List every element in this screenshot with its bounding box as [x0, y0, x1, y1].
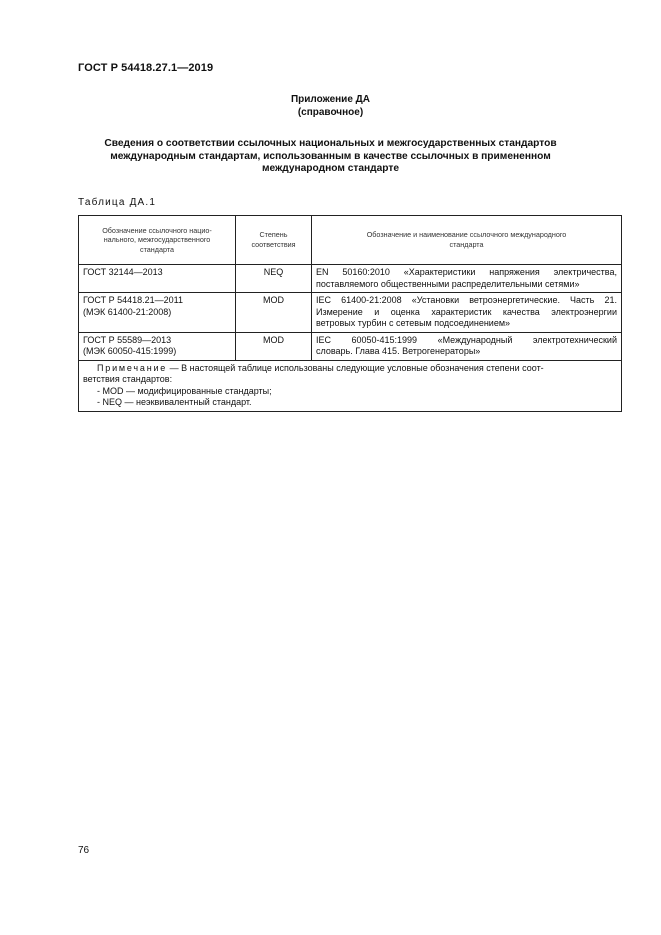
header-line: Обозначение ссылочного нацио-: [102, 225, 212, 235]
cell-line: ветровых турбин с сетевым подсоединением»: [316, 318, 511, 328]
cell-line: (МЭК 61400-21:2008): [83, 306, 172, 317]
table-row: [79, 265, 622, 293]
header-line: стандарта: [139, 244, 174, 254]
note-item: - NEQ — неэквивалентный стандарт.: [97, 397, 252, 407]
note-item: - MOD — модифицированные стандарты;: [97, 385, 272, 396]
table-row: [79, 332, 622, 360]
header-national-standard: [79, 216, 236, 265]
cell-line: IEC 61400-21:2008 «Установки ветроэнергетические. Часть 21.: [316, 295, 617, 305]
header-line: нального, межгосударственного: [103, 235, 211, 245]
cell-line: ГОСТ Р 54418.21—2011: [83, 295, 183, 305]
cell-line: словарь. Глава 415. Ветрогенераторы»: [316, 346, 481, 356]
section-title-line: международным стандартам, использованным в качестве ссылочных в примененном: [110, 150, 551, 162]
cell-degree: NEQ: [236, 265, 312, 293]
cell-line: ГОСТ Р 55589—2013: [83, 334, 172, 345]
table-header-row: [79, 216, 622, 265]
cell-international: [312, 332, 622, 360]
section-title-line: международном стандарте: [261, 163, 400, 175]
note-line: ветствия стандартов:: [83, 374, 173, 384]
cell-line: (МЭК 60050-415:1999): [83, 346, 177, 356]
cell-line: EN 50160:2010 «Характеристики напряжения электричества,: [316, 267, 617, 277]
cell-national: [79, 293, 236, 333]
cell-national: [79, 332, 236, 360]
annex-title: Приложение ДА: [290, 94, 371, 105]
header-line: стандарта: [449, 240, 484, 249]
cell-line: поставляемого общественными распределительными сетями»: [316, 278, 580, 289]
page-number: 76: [78, 845, 90, 856]
table-row: [79, 293, 622, 333]
annex-heading: [0, 93, 661, 119]
header-international-standard: [312, 216, 622, 265]
cell-degree: MOD: [236, 293, 312, 333]
section-title-line: Сведения о соответствии ссылочных национальных и межгосударственных стандартов: [104, 138, 557, 149]
note-text: — В настоящей таблице использованы следующие условные обозначения степени соот-: [167, 362, 544, 373]
table-caption: Таблица ДА.1: [78, 197, 157, 208]
correspondence-table: [78, 215, 622, 412]
section-title: [90, 138, 571, 176]
header-line: Обозначение и наименование ссылочного международного: [366, 230, 567, 240]
note-lead: Примечание: [97, 362, 168, 373]
annex-subtitle: (справочное): [297, 107, 364, 118]
header-line: соответствия: [251, 240, 296, 249]
note-line: [83, 363, 617, 375]
cell-international: [312, 265, 622, 293]
table-note: [79, 360, 622, 411]
cell-national: [79, 265, 236, 293]
header-line: Степень: [259, 230, 288, 240]
document-header-id: ГОСТ Р 54418.27.1—2019: [78, 62, 214, 74]
cell-international: [312, 293, 622, 333]
cell-line: IEC 60050-415:1999 «Международный электротехнический: [316, 334, 617, 345]
cell-line: Измерение и оценка характеристик качества электроэнергии: [316, 306, 617, 317]
header-degree: [236, 216, 312, 265]
cell-degree: MOD: [236, 332, 312, 360]
cell-line: ГОСТ 32144—2013: [83, 267, 163, 277]
table-note-row: [79, 360, 622, 411]
